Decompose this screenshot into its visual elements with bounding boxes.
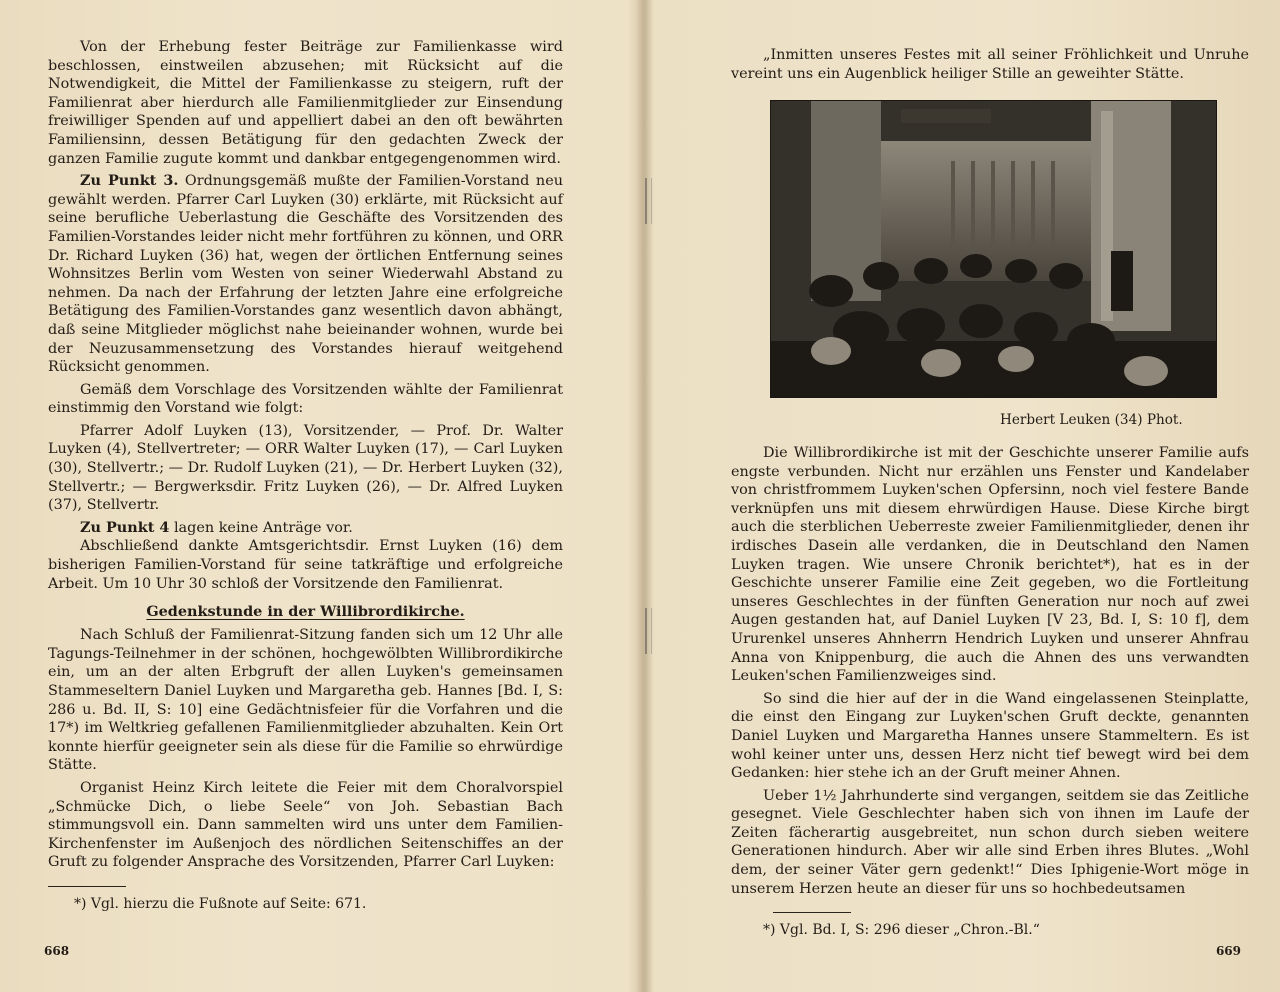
church-photo — [770, 100, 1217, 398]
right-page-body — [731, 444, 1249, 939]
paragraph-vorstand-list: Pfarrer Adolf Luyken (13), Vorsitzender, — Prof. Dr. Walter Luyken (4), Stellvertreter; — ORR Walter Luyken (17), — Carl Luyken (30), Stellvertr.; — Dr. Rudolf Luyken (21), — Dr. Herbert Luyken (32), Stellvertr.; — Bergwerksdir. Fritz Luyken (26), — Dr. Alfred Luyken (37), Stellvertr. — [48, 422, 563, 514]
section-heading-gedenkstunde: Gedenkstunde in der Willibrordikirche. — [146, 603, 465, 621]
footnote-rule-right — [773, 912, 851, 913]
paragraph-willibrordikirche: Die Willibrordikirche ist mit der Geschichte unserer Familie aufs engste verbunden. Nicht nur erzählen uns Fenster und Kandelaber von christfrommem Luyken'schen Opfersinn, noch viel festere Bande verknüpfen uns mit diesem ehrwürdigen Hause. Diese Kirche birgt auch die sterblichen Ueberreste zweier Familienmitglieder, denen ihr irdisches Dasein alle verdanken, die in Deutschland den Namen Luyken tragen. Wie unsere Chronik berichtet*), hat es in der Geschichte unserer Familie eine Zeit gegeben, wo die Fortleitung unseres Geschlechtes in der fünften Generation nur noch auf zwei Augen gestanden hat, auf Daniel Luyken [V 23, Bd. I, S: 10 f], dem Ururenkel unseres Ahnherrn Hendrich Luyken und unserer Ahnfrau Anna von Knippenburg, die auch die Ahnen des uns verwandten Leuken'schen Familienzweiges sind. — [731, 445, 1249, 685]
staple-bottom — [645, 608, 652, 654]
paragraph-steinplatte: So sind die hier auf der in die Wand eingelassenen Steinplatte, die einst den Eingang zur Luyken'schen Gruft deckte, genannten Daniel Luyken und Margaretha Hannes unsere Stammeltern. Es ist wohl keiner unter uns, dessen Herz nicht tief bewegt wird bei dem Gedanken: hier stehe ich an der Gruft meiner Ahnen. — [731, 690, 1249, 782]
paragraph-abschluss: Abschließend dankte Amtsgerichtsdir. Ernst Luyken (16) dem bisherigen Familien-Vorstand für seine tatkräftige und erfolgreiche Arbeit. Um 10 Uhr 30 schloß der Vorsitzende den Familienrat. — [48, 538, 563, 592]
quote-opening: „Inmitten unseres Festes mit all seiner Fröhlichkeit und Unruhe vereint uns ein Augenblick heiliger Stille an geweihter Stätte. — [731, 47, 1249, 82]
footnote-left: *) Vgl. hierzu die Fußnote auf Seite: 671. — [74, 895, 367, 912]
page-number-left: 668 — [44, 944, 70, 958]
paragraph-gedenk-2: Organist Heinz Kirch leitete die Feier mit dem Choralvorspiel „Schmücke Dich, o liebe Seele“ von Joh. Sebastian Bach stimmungsvoll ein. Dann sammelten wird uns unter dem Familien-Kirchenfenster im Außenjoch des nördlichen Seitenschiffes an der Gruft zu folgender Ansprache des Vorsitzenden, Pfarrer Carl Luyken: — [48, 779, 563, 871]
staple-top — [645, 178, 652, 224]
punkt-4-label: Zu Punkt 4 — [80, 518, 170, 536]
punkt-3-text: Ordnungsgemäß mußte der Familien-Vorstand neu gewählt werden. Pfarrer Carl Luyken (30) erklärte, mit Rücksicht auf seine berufliche Ueberlastung die Geschäfte des Vorsitzenden des Familien-Vorstandes leider nicht mehr fortführen zu können, und ORR Dr. Richard Luyken (36) hat, wegen der örtlichen Entfernung seines Wohnsitzes Berlin vom Westen von seiner Wiederwahl Abstand zu nehmen. Da nach der Erfahrung der letzten Jahre eine erfolgreiche Betätigung des Familien-Vorstandes ganz wesentlich davon abhängt, daß seine Mitglieder möglichst nahe beieinander wohnen, wurde bei der Neuzusammensetzung des Vorstandes hierauf weitgehend Rücksicht genommen. — [48, 173, 563, 376]
paragraph-punkt-4 — [48, 519, 563, 538]
footnote-rule-left — [48, 886, 126, 887]
paragraph-punkt-3 — [48, 172, 563, 377]
photo-caption: Herbert Leuken (34) Phot. — [1000, 412, 1183, 428]
paragraph-beitraege: Von der Erhebung fester Beiträge zur Familienkasse wird beschlossen, einstweilen abzusehen; mit Rücksicht auf die Notwendigkeit, die Mittel der Familienkasse zu steigern, ruft der Familienrat aber hierdurch alle Familienmitglieder zur Einsendung freiwilliger Spenden auf und appelliert dabei an den oft bewährten Familiensinn, dessen Betätigung für den gedachten Zweck der ganzen Familie zugute kommt und dankbar entgegengenommen wird. — [48, 39, 563, 167]
paragraph-jahrhunderte: Ueber 1½ Jahrhunderte sind vergangen, seitdem sie das Zeitliche gesegnet. Viele Geschlechter haben sich von ihnen im Laufe der Zeiten fächerartig ausgebreitet, nun schon durch sieben weitere Generationen hindurch. Aber wir alle sind Erben ihres Blutes. „Wohl dem, der seiner Väter gern gedenkt!“ Dies Iphigenie-Wort möge in unserem Herzen heute an dieser für uns so hochbedeutsamen — [731, 787, 1249, 897]
book-gutter — [636, 0, 654, 992]
punkt-3-label: Zu Punkt 3. — [80, 172, 179, 190]
paragraph-vorschlag: Gemäß dem Vorschlage des Vorsitzenden wählte der Familienrat einstimmig den Vorstand wie folgt: — [48, 381, 563, 417]
footnote-right: *) Vgl. Bd. I, S: 296 dieser „Chron.-Bl.“ — [763, 922, 1040, 939]
church-photo-image — [771, 101, 1216, 397]
page-number-right: 669 — [1215, 944, 1241, 958]
punkt-4-text: lagen keine Anträge vor. — [169, 519, 353, 536]
left-page — [48, 38, 563, 913]
right-page-quote — [731, 46, 1249, 83]
paragraph-gedenk-1: Nach Schluß der Familienrat-Sitzung fanden sich um 12 Uhr alle Tagungs-Teilnehmer in der schönen, hochgewölbten Willibrordikirche ein, um an der alten Erbgruft der allen Luyken's gemeinsamen Stammeseltern Daniel Luyken und Margaretha geb. Hannes [Bd. I, S: 286 u. Bd. II, S: 10] eine Gedächtnisfeier für die Vorfahren und die 17*) im Weltkrieg gefallenen Familienmitglieder abzuhalten. Kein Ort konnte hierfür geeigneter sein als diese für die Familie so ehrwürdige Stätte. — [48, 627, 563, 774]
